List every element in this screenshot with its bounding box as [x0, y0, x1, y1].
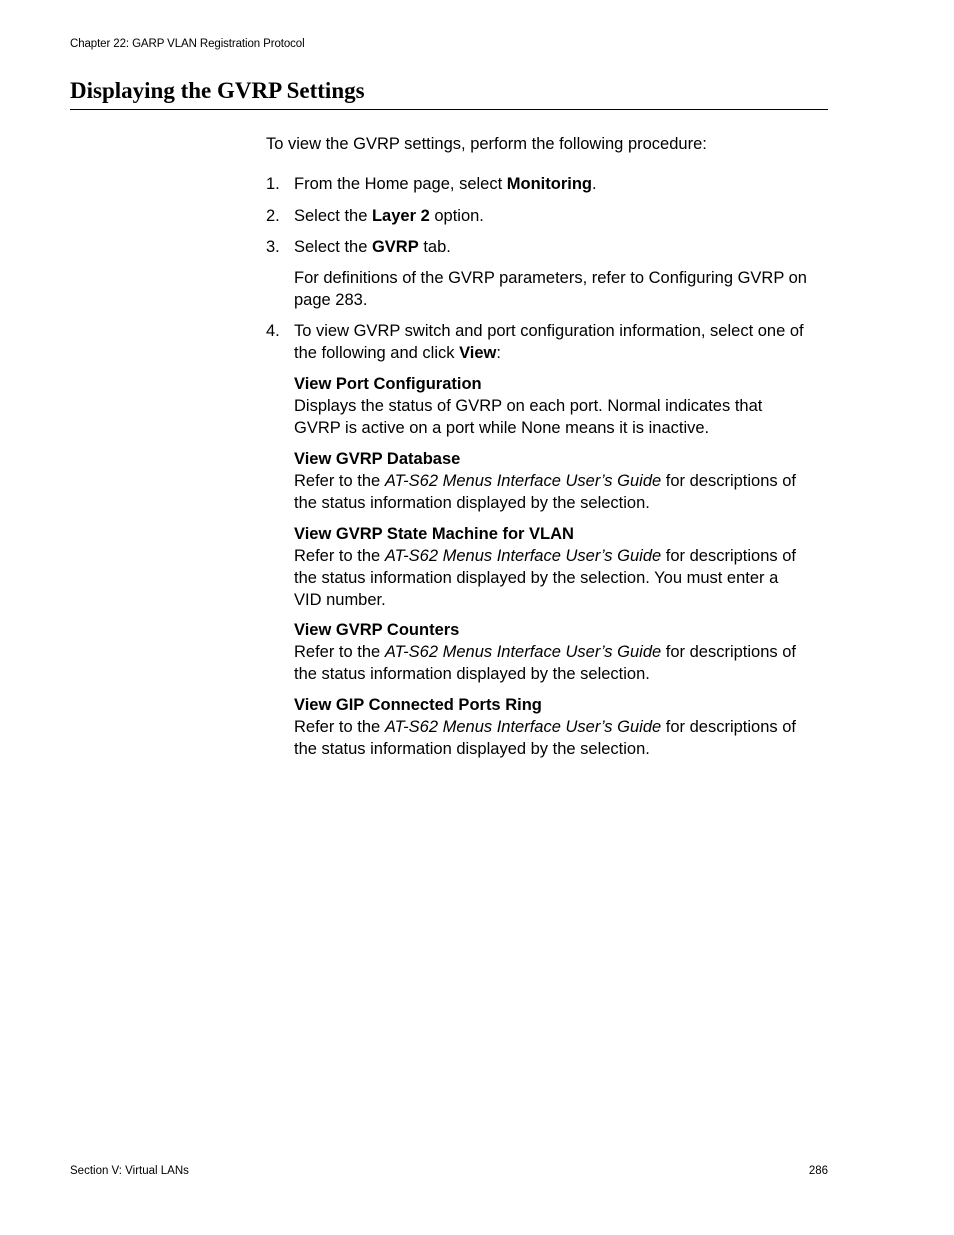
option-text-part: for descriptions of the status information displayed by the selection.	[294, 718, 796, 758]
option-title: View GIP Connected Ports Ring	[294, 696, 542, 714]
step-text-part: From the Home page, select	[294, 175, 507, 193]
step-text-part: Select the	[294, 238, 372, 256]
step-number: 2.	[266, 207, 280, 225]
option-description	[294, 547, 796, 609]
option-text-part: for descriptions of the status information displayed by the selection.	[294, 472, 796, 512]
option-title: View Port Configuration	[294, 375, 482, 393]
option-title: View GVRP Database	[294, 450, 461, 468]
option-text-part: for descriptions of the status information displayed by the selection. You must enter a VID number.	[294, 547, 796, 609]
step-text	[294, 205, 829, 227]
option-description	[294, 643, 796, 683]
step-text	[294, 236, 829, 258]
step-ui-term: GVRP	[371, 238, 419, 256]
step-number: 4.	[266, 322, 280, 340]
option-view-gip-connected-ports-ring	[294, 694, 809, 760]
footer-page-number: 286	[808, 1165, 828, 1177]
guide-reference: AT-S62 Menus Interface User’s Guide	[384, 472, 662, 490]
option-text-part: Refer to the	[294, 643, 385, 661]
step-text	[294, 173, 829, 195]
option-text-part: for descriptions of the status information displayed by the selection.	[294, 643, 796, 683]
option-text-part: Refer to the	[294, 718, 385, 736]
step-text-part: .	[592, 175, 597, 193]
guide-reference: AT-S62 Menus Interface User’s Guide	[384, 547, 662, 565]
option-view-gvrp-database	[294, 448, 809, 514]
option-title: View GVRP Counters	[294, 621, 460, 639]
step-number: 1.	[266, 175, 280, 193]
option-title: View GVRP State Machine for VLAN	[294, 525, 574, 543]
guide-reference: AT-S62 Menus Interface User’s Guide	[384, 718, 662, 736]
option-view-gvrp-state-machine	[294, 523, 809, 611]
option-text-part: Refer to the	[294, 547, 385, 565]
step-text-part: To view GVRP switch and port configuration information, select one of the following and click	[294, 322, 804, 362]
step-ui-term: View	[459, 344, 497, 362]
option-description	[294, 472, 796, 512]
step-ui-term: Monitoring	[506, 175, 592, 193]
intro-paragraph: To view the GVRP settings, perform the following procedure:	[266, 135, 707, 153]
option-text-part: Refer to the	[294, 472, 385, 490]
option-description: Displays the status of GVRP on each port. Normal indicates that GVRP is active on a port while None means it is inactive.	[294, 397, 763, 437]
option-view-gvrp-counters	[294, 619, 809, 685]
option-view-port-configuration	[294, 373, 799, 439]
footer-section-label: Section V: Virtual LANs	[70, 1165, 189, 1177]
step-ui-term: Layer 2	[371, 207, 430, 225]
step-number: 3.	[266, 238, 280, 256]
section-title: Displaying the GVRP Settings	[70, 76, 828, 110]
guide-reference: AT-S62 Menus Interface User’s Guide	[384, 643, 662, 661]
option-description	[294, 718, 796, 758]
step-text-part: option.	[429, 207, 484, 225]
step-text-part: tab.	[418, 238, 451, 256]
running-header: Chapter 22: GARP VLAN Registration Protocol	[70, 38, 305, 50]
step-text	[294, 320, 829, 364]
step-text-part: Select the	[294, 207, 372, 225]
step-3-note: For definitions of the GVRP parameters, refer to Configuring GVRP on page 283.	[294, 269, 807, 309]
step-text-part: :	[496, 344, 501, 362]
